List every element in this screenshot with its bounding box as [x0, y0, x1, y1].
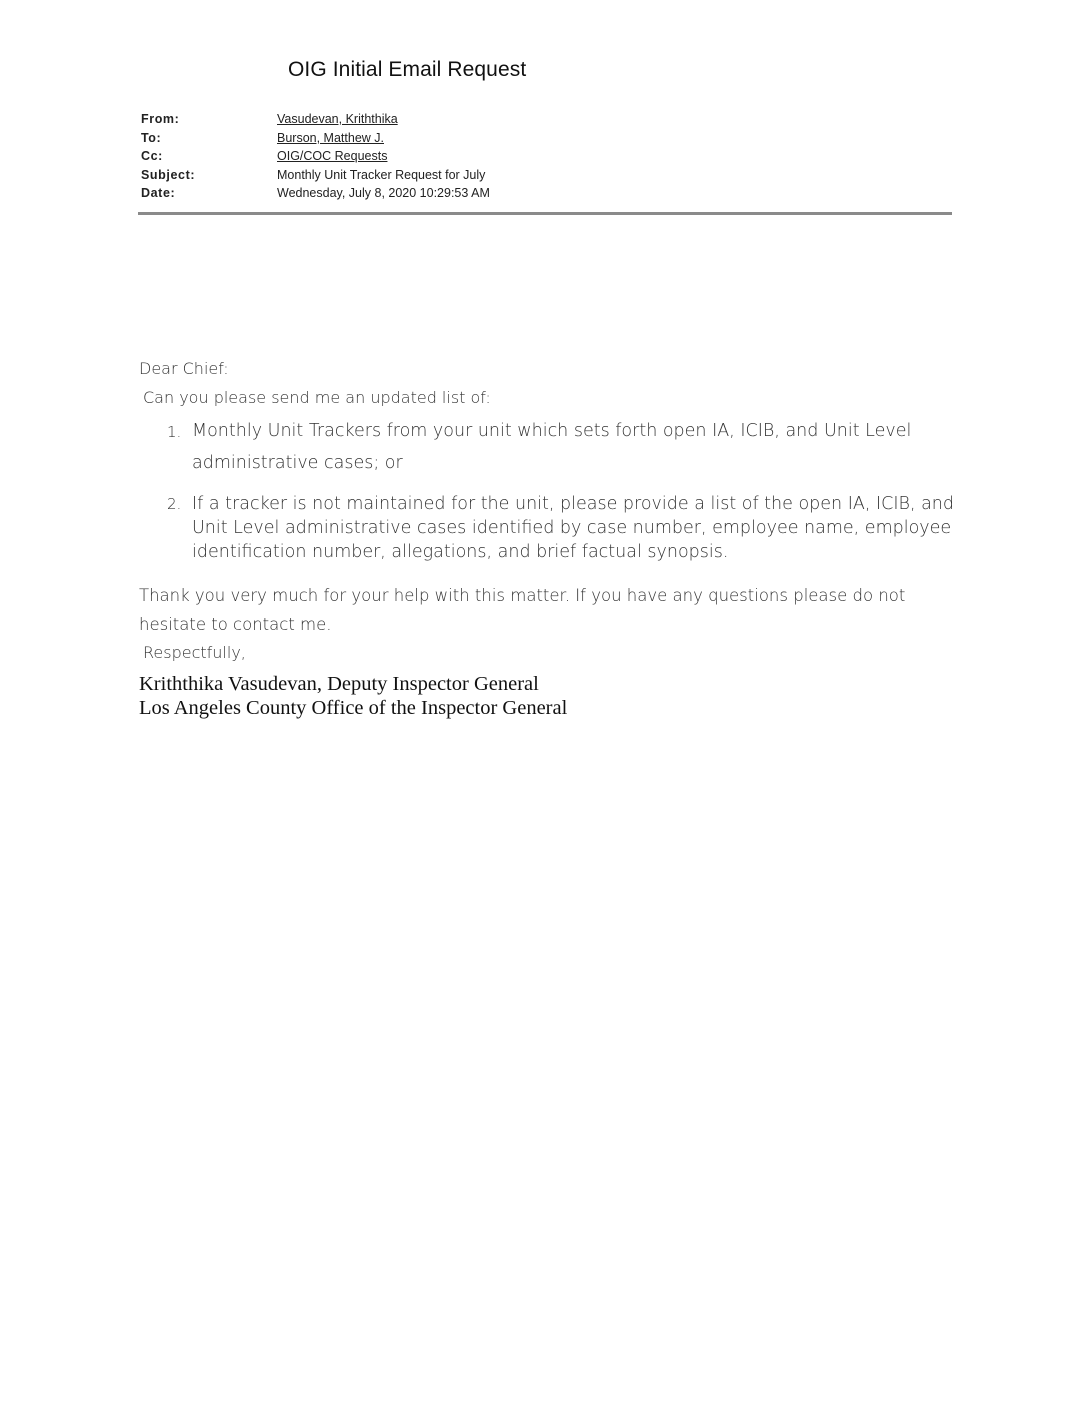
date-value: Wednesday, July 8, 2020 10:29:53 AM	[277, 186, 490, 200]
signature-office: Los Angeles County Office of the Inspector General	[139, 697, 568, 719]
email-header	[141, 110, 490, 203]
cc-value-link[interactable]: OIG/COC Requests	[277, 149, 388, 163]
signature-block	[139, 672, 567, 720]
header-row-cc	[141, 147, 490, 166]
page-title: OIG Initial Email Request	[288, 58, 527, 81]
header-row-to	[141, 129, 490, 148]
email-body	[139, 355, 969, 667]
intro-text: Can you please send me an updated list of:	[143, 388, 491, 407]
date-label: Date:	[141, 186, 176, 200]
list-item-number: 1.	[167, 423, 182, 441]
from-label: From:	[141, 112, 180, 126]
greeting: Dear Chief:	[139, 359, 229, 378]
list-item-number: 2.	[167, 495, 182, 513]
to-label: To:	[141, 130, 162, 145]
list-item	[139, 492, 969, 564]
list-item-text: Monthly Unit Trackers from your unit which sets forth open IA, ICIB, and Unit Level administrative cases; or	[192, 421, 912, 473]
header-divider	[138, 212, 952, 215]
header-row-subject	[141, 166, 490, 185]
from-value-link[interactable]: Vasudevan, Kriththika	[277, 112, 398, 126]
list-item-text: If a tracker is not maintained for the unit, please provide a list of the open IA, ICIB, and Unit Level administrative cases identified by case number, employee name, employee identification number, allegations, and brief factual synopsis.	[192, 494, 955, 562]
request-list	[139, 415, 969, 564]
subject-value: Monthly Unit Tracker Request for July	[277, 167, 486, 182]
subject-label: Subject:	[141, 167, 196, 182]
header-row-from	[141, 110, 490, 129]
header-row-date	[141, 184, 490, 203]
signature-name-title: Kriththika Vasudevan, Deputy Inspector General	[139, 673, 539, 695]
closing-text: Respectfully,	[143, 643, 246, 662]
to-value-link[interactable]: Burson, Matthew J.	[277, 130, 384, 145]
thanks-text: Thank you very much for your help with this matter. If you have any questions please do not hesitate to contact me.	[139, 586, 906, 634]
cc-label: Cc:	[141, 149, 163, 163]
list-item	[139, 415, 969, 479]
